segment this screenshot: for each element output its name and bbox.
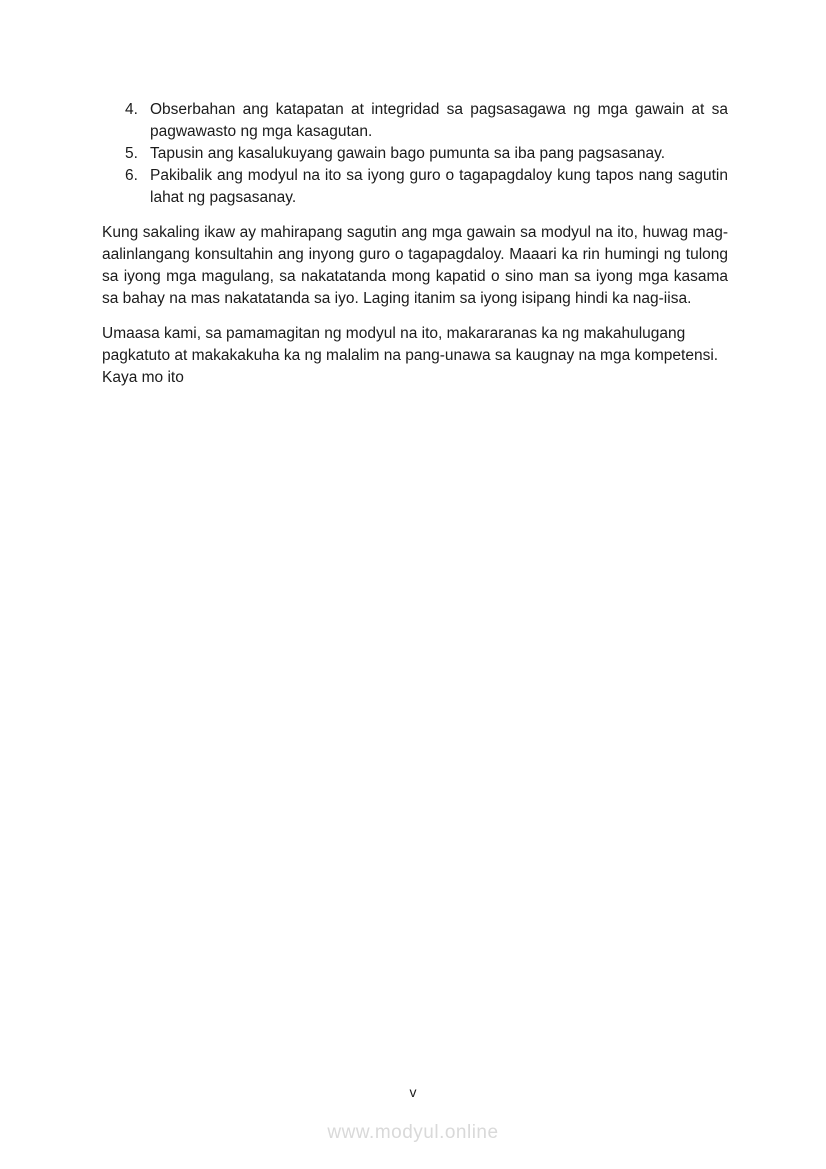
- watermark-text: www.modyul.online: [327, 1122, 499, 1143]
- paragraph: Umaasa kami, sa pamamagitan ng modyul na ito, makararanas ka ng makahulugang pagkatuto at makakakuha ka ng malalim na pang-unawa sa kaugnay na mga kompetensi. Kaya mo ito: [102, 325, 719, 386]
- list-item-number: 5.: [125, 145, 138, 162]
- numbered-list: [102, 99, 728, 209]
- list-item-number: 6.: [125, 167, 138, 184]
- list-item: [125, 99, 728, 143]
- list-item: [125, 165, 728, 209]
- list-item-text: Tapusin ang kasalukuyang gawain bago pumunta sa iba pang pagsasanay.: [150, 145, 666, 162]
- list-item-number: 4.: [125, 101, 138, 118]
- list-item-text: Obserbahan ang katapatan at integridad sa pagsasagawa ng mga gawain at sa pagwawasto ng mga kasagutan.: [150, 101, 728, 140]
- list-item: [125, 143, 728, 165]
- page-number: v: [409, 1084, 417, 1100]
- page-content: [102, 99, 728, 389]
- list-item-text: Pakibalik ang modyul na ito sa iyong guro o tagapagdaloy kung tapos nang sagutin lahat ng pagsasanay.: [150, 167, 728, 206]
- paragraph: Kung sakaling ikaw ay mahirapang sagutin ang mga gawain sa modyul na ito, huwag mag-aalinlangang konsultahin ang inyong guro o tagapagdaloy. Maaari ka rin humingi ng tulong sa iyong mga magulang, sa nakatatanda mong kapatid o sino man sa iyong mga kasama sa bahay na mas nakatatanda sa iyo. Laging itanim sa iyong isipang hindi ka nag-iisa.: [102, 224, 728, 307]
